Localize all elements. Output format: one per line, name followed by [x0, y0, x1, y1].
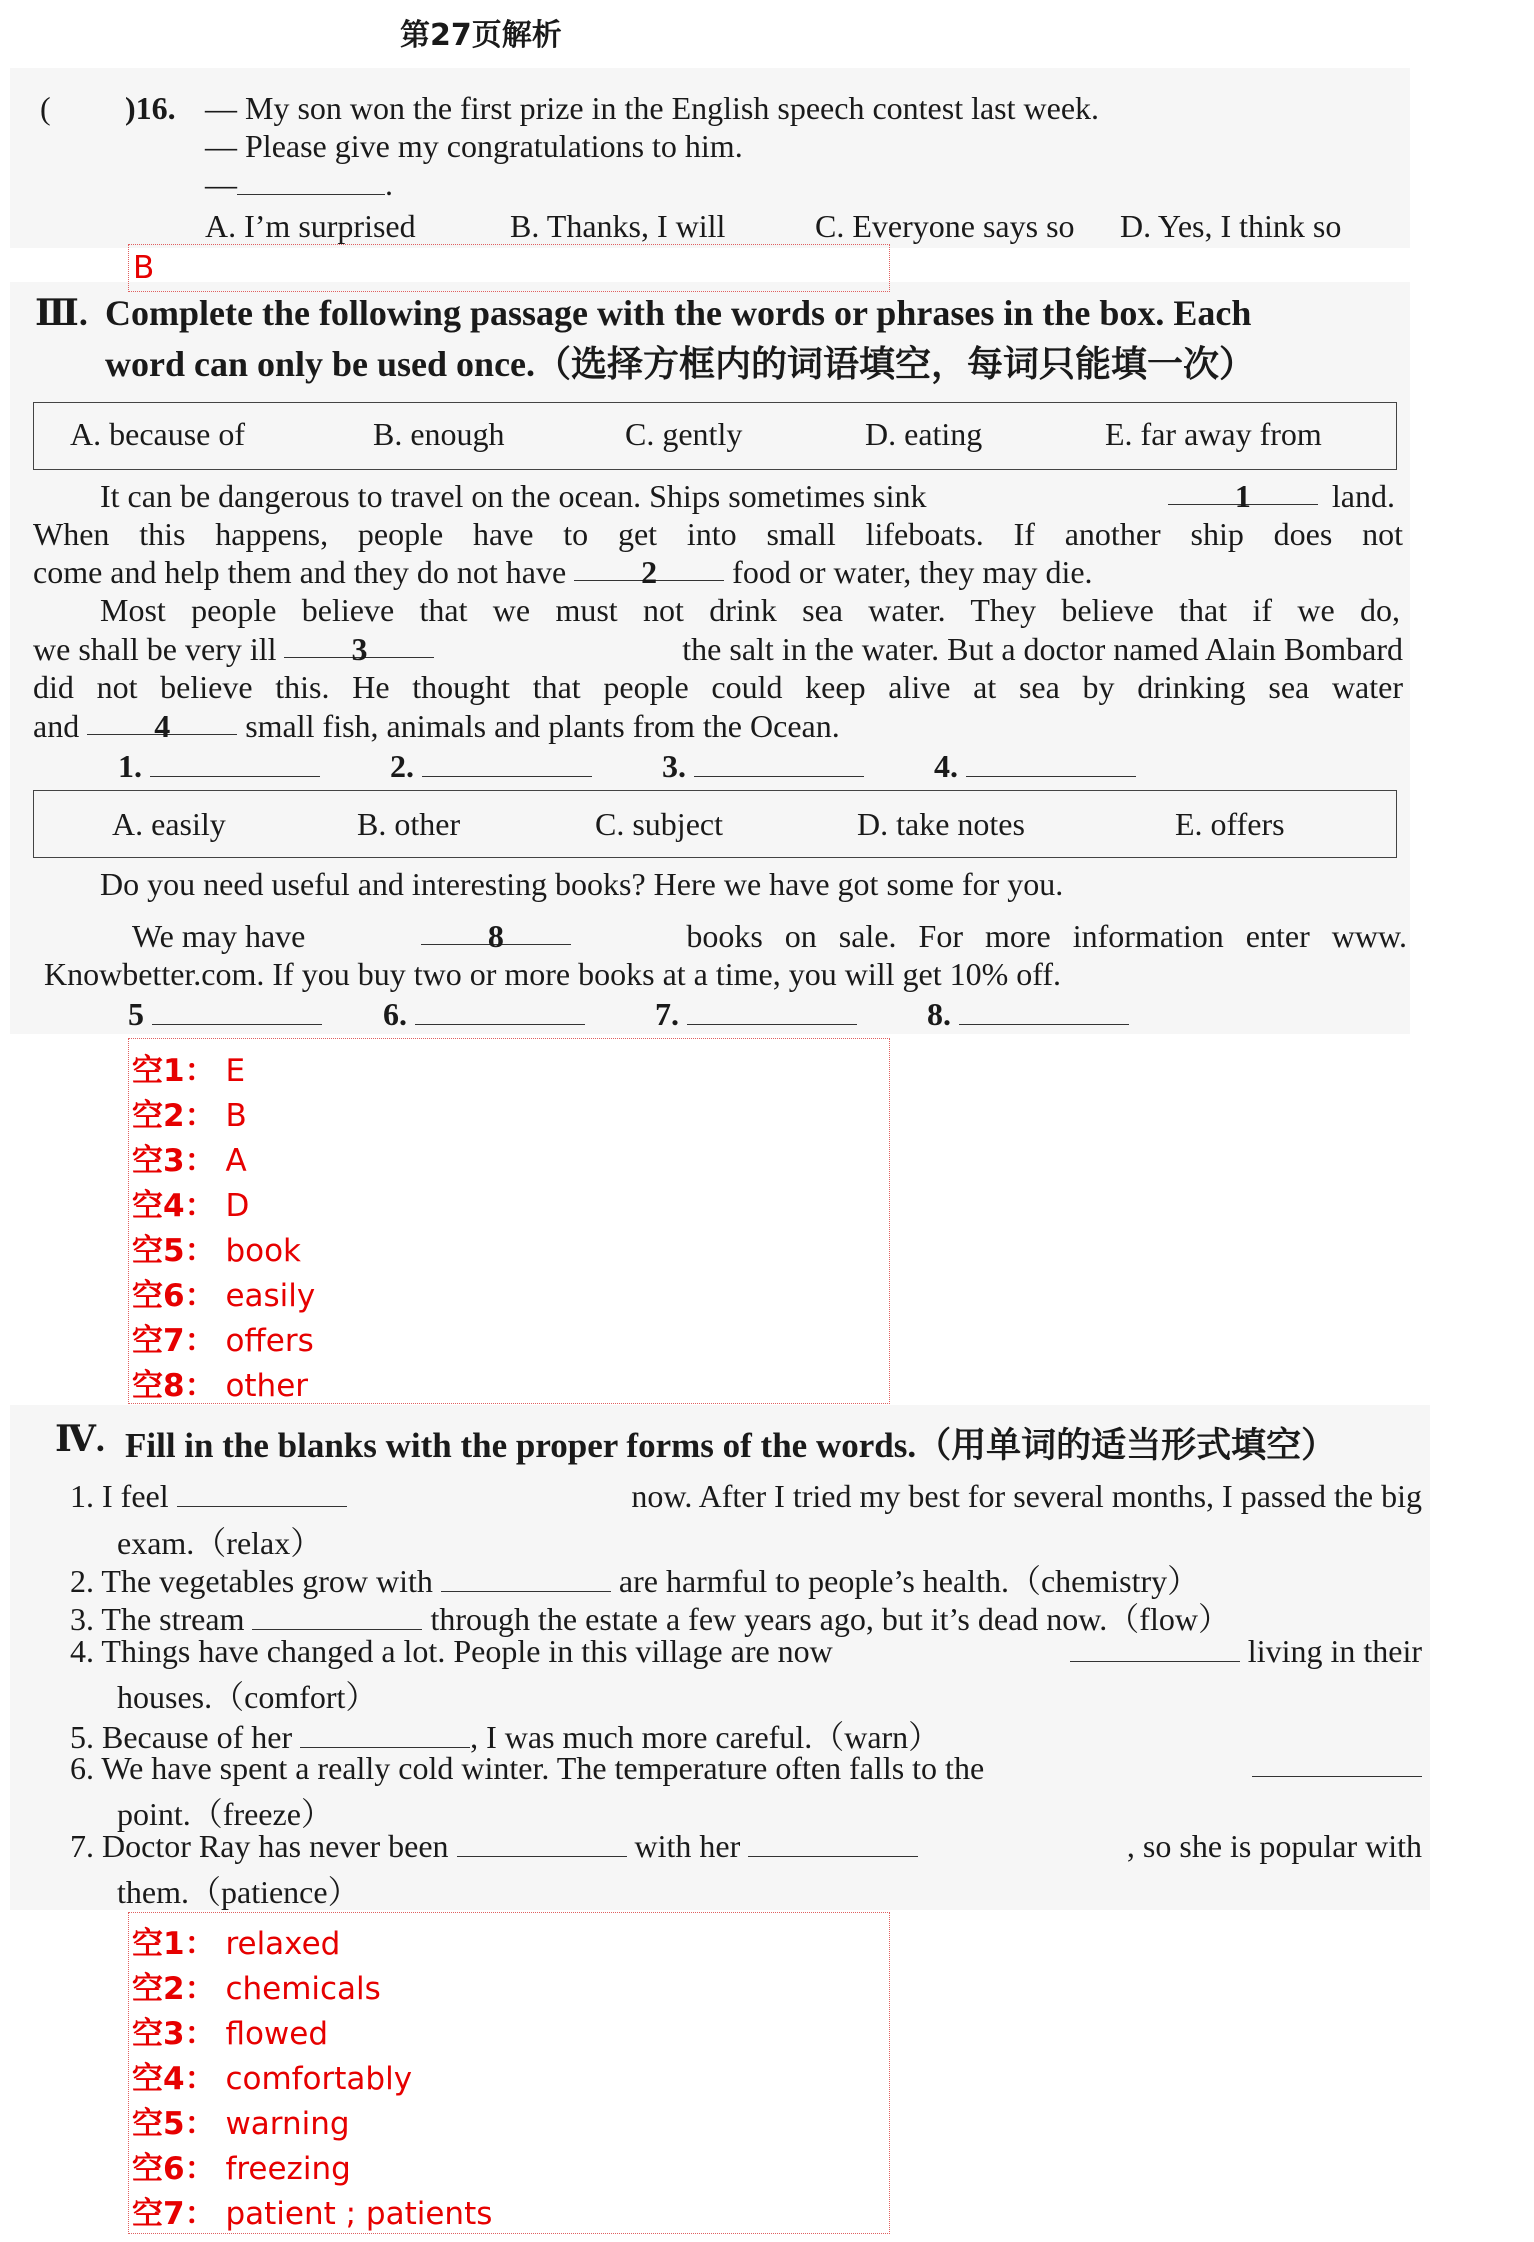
passage1-line3: come and help them and they do not have 2 food or water, they may die.: [33, 554, 1093, 590]
item5-blank[interactable]: [300, 1721, 470, 1748]
section3-heading-2: word can only be used once.（选择方框内的词语填空，每词只能填一次）: [105, 344, 1256, 384]
item7-blank-1[interactable]: [457, 1830, 627, 1857]
item4-blank[interactable]: [1070, 1635, 1240, 1662]
section4-numeral: Ⅳ.: [55, 1419, 105, 1459]
section4-answer-2: 空2： chemicals: [132, 1971, 381, 2007]
section4-answer-1: 空1： relaxed: [132, 1926, 341, 1962]
q16-answer: B: [133, 250, 155, 286]
blank-2[interactable]: 2: [574, 554, 724, 581]
item7-line1: 7. Doctor Ray has never been with her , so she is popular with: [70, 1828, 1422, 1864]
q16-option-d: D. Yes, I think so: [1120, 208, 1342, 244]
q16-line3: — .: [205, 166, 393, 202]
section3-answer-6: 空6： easily: [132, 1278, 316, 1314]
blank-3[interactable]: 3: [284, 631, 434, 658]
item4-line1: 4. Things have changed a lot. People in this village are now living in their: [70, 1633, 1422, 1669]
section3-heading-1: Complete the following passage with the words or phrases in the box. Each: [105, 293, 1252, 333]
item3-line: 3. The stream through the estate a few years ago, but it’s dead now.（flow）: [70, 1601, 1230, 1637]
word-box-2-d: D. take notes: [857, 806, 1025, 842]
answer-blanks-row-1: 1. 2. 3. 4.: [118, 748, 1136, 785]
q16-number: )16.: [125, 90, 176, 126]
word-box-2-c: C. subject: [595, 806, 723, 842]
word-box-2-e: E. offers: [1175, 806, 1285, 842]
word-box-1-a: A. because of: [70, 416, 246, 452]
item6-line1: 6. We have spent a really cold winter. The temperature often falls to the: [70, 1750, 1422, 1787]
item2-blank[interactable]: [441, 1565, 611, 1592]
passage1-line1: It can be dangerous to travel on the ocean. Ships sometimes sink 1 land.: [100, 478, 1395, 514]
word-box-2-a: A. easily: [112, 806, 226, 842]
item3-blank[interactable]: [252, 1603, 422, 1630]
item5-line: 5. Because of her , I was much more careful.（warn）: [70, 1719, 941, 1755]
item7-line2: them.（patience）: [117, 1874, 360, 1910]
section4-answer-3: 空3： flowed: [132, 2016, 329, 2052]
item1-blank[interactable]: [177, 1480, 347, 1507]
passage2-line1: Most people believe that we must not drink sea water. They believe that if we do,: [100, 592, 1400, 628]
passage3-line3: Knowbetter.com. If you buy two or more books at a time, you will get 10% off.: [44, 956, 1061, 992]
section4-answer-4: 空4： comfortably: [132, 2061, 413, 2097]
page-title: 第27页解析: [400, 18, 562, 53]
section4-answer-6: 空6： freezing: [132, 2151, 351, 2187]
blank-8[interactable]: 8: [421, 918, 571, 945]
section3-answer-8: 空8： other: [132, 1368, 309, 1404]
q16-option-b: B. Thanks, I will: [510, 208, 726, 244]
q16-paren: (: [40, 90, 51, 126]
item1-line1: 1. I feel now. After I tried my best for several months, I passed the big: [70, 1478, 1422, 1514]
q16-line2: — Please give my congratulations to him.: [205, 128, 743, 164]
item1-line2: exam.（relax）: [117, 1525, 323, 1561]
section4-answer-7: 空7： patient ; patients: [132, 2196, 493, 2232]
q16-answer-box: [128, 244, 890, 292]
word-box-1-b: B. enough: [373, 416, 505, 452]
section3-numeral: Ⅲ.: [35, 293, 88, 333]
item2-line: 2. The vegetables grow with are harmful to people’s health.（chemistry）: [70, 1563, 1200, 1599]
section3-answer-3: 空3： A: [132, 1143, 247, 1179]
q16-option-a: A. I’m surprised: [205, 208, 416, 244]
section3-answer-5: 空5： book: [132, 1233, 301, 1269]
section3-answer-7: 空7： offers: [132, 1323, 314, 1359]
blank-1[interactable]: 1: [1168, 478, 1318, 505]
section3-answer-4: 空4： D: [132, 1188, 250, 1224]
passage2-line4: and 4 small fish, animals and plants from the Ocean.: [33, 708, 840, 744]
section3-answer-2: 空2： B: [132, 1098, 247, 1134]
item7-blank-2[interactable]: [748, 1830, 918, 1857]
item6-blank[interactable]: [1252, 1750, 1422, 1777]
word-box-2-items: [112, 806, 1392, 843]
item4-line2: houses.（comfort）: [117, 1679, 378, 1715]
passage2-line2: we shall be very ill 3 the salt in the water. But a doctor named Alain Bombard: [33, 631, 1403, 667]
section4-answer-5: 空5： warning: [132, 2106, 350, 2142]
blank-4[interactable]: 4: [87, 708, 237, 735]
q16-options: [205, 208, 1395, 245]
word-box-1-d: D. eating: [865, 416, 983, 452]
passage2-line3: did not believe this. He thought that people could keep alive at sea by drinking sea water: [33, 669, 1403, 705]
section4-heading: Fill in the blanks with the proper forms of the words.（用单词的适当形式填空）: [125, 1426, 1337, 1465]
q16-line1: — My son won the first prize in the English speech contest last week.: [205, 90, 1100, 126]
passage3-line2: We may have 8 books on sale. For more information enter www.: [132, 918, 1407, 954]
q16-option-c: C. Everyone says so: [815, 208, 1075, 244]
passage3-line1: Do you need useful and interesting books? Here we have got some for you.: [100, 866, 1064, 902]
item6-line2: point.（freeze）: [117, 1796, 333, 1832]
word-box-2-b: B. other: [357, 806, 461, 842]
word-box-1-c: C. gently: [625, 416, 743, 452]
word-box-1-items: [70, 416, 1370, 453]
answer-blanks-row-2: 5 6. 7. 8.: [128, 996, 1129, 1033]
word-box-1-e: E. far away from: [1105, 416, 1322, 452]
passage1-line2: When this happens, people have to get into small lifeboats. If another ship does not: [33, 516, 1403, 552]
section3-answer-1: 空1： E: [132, 1053, 246, 1089]
